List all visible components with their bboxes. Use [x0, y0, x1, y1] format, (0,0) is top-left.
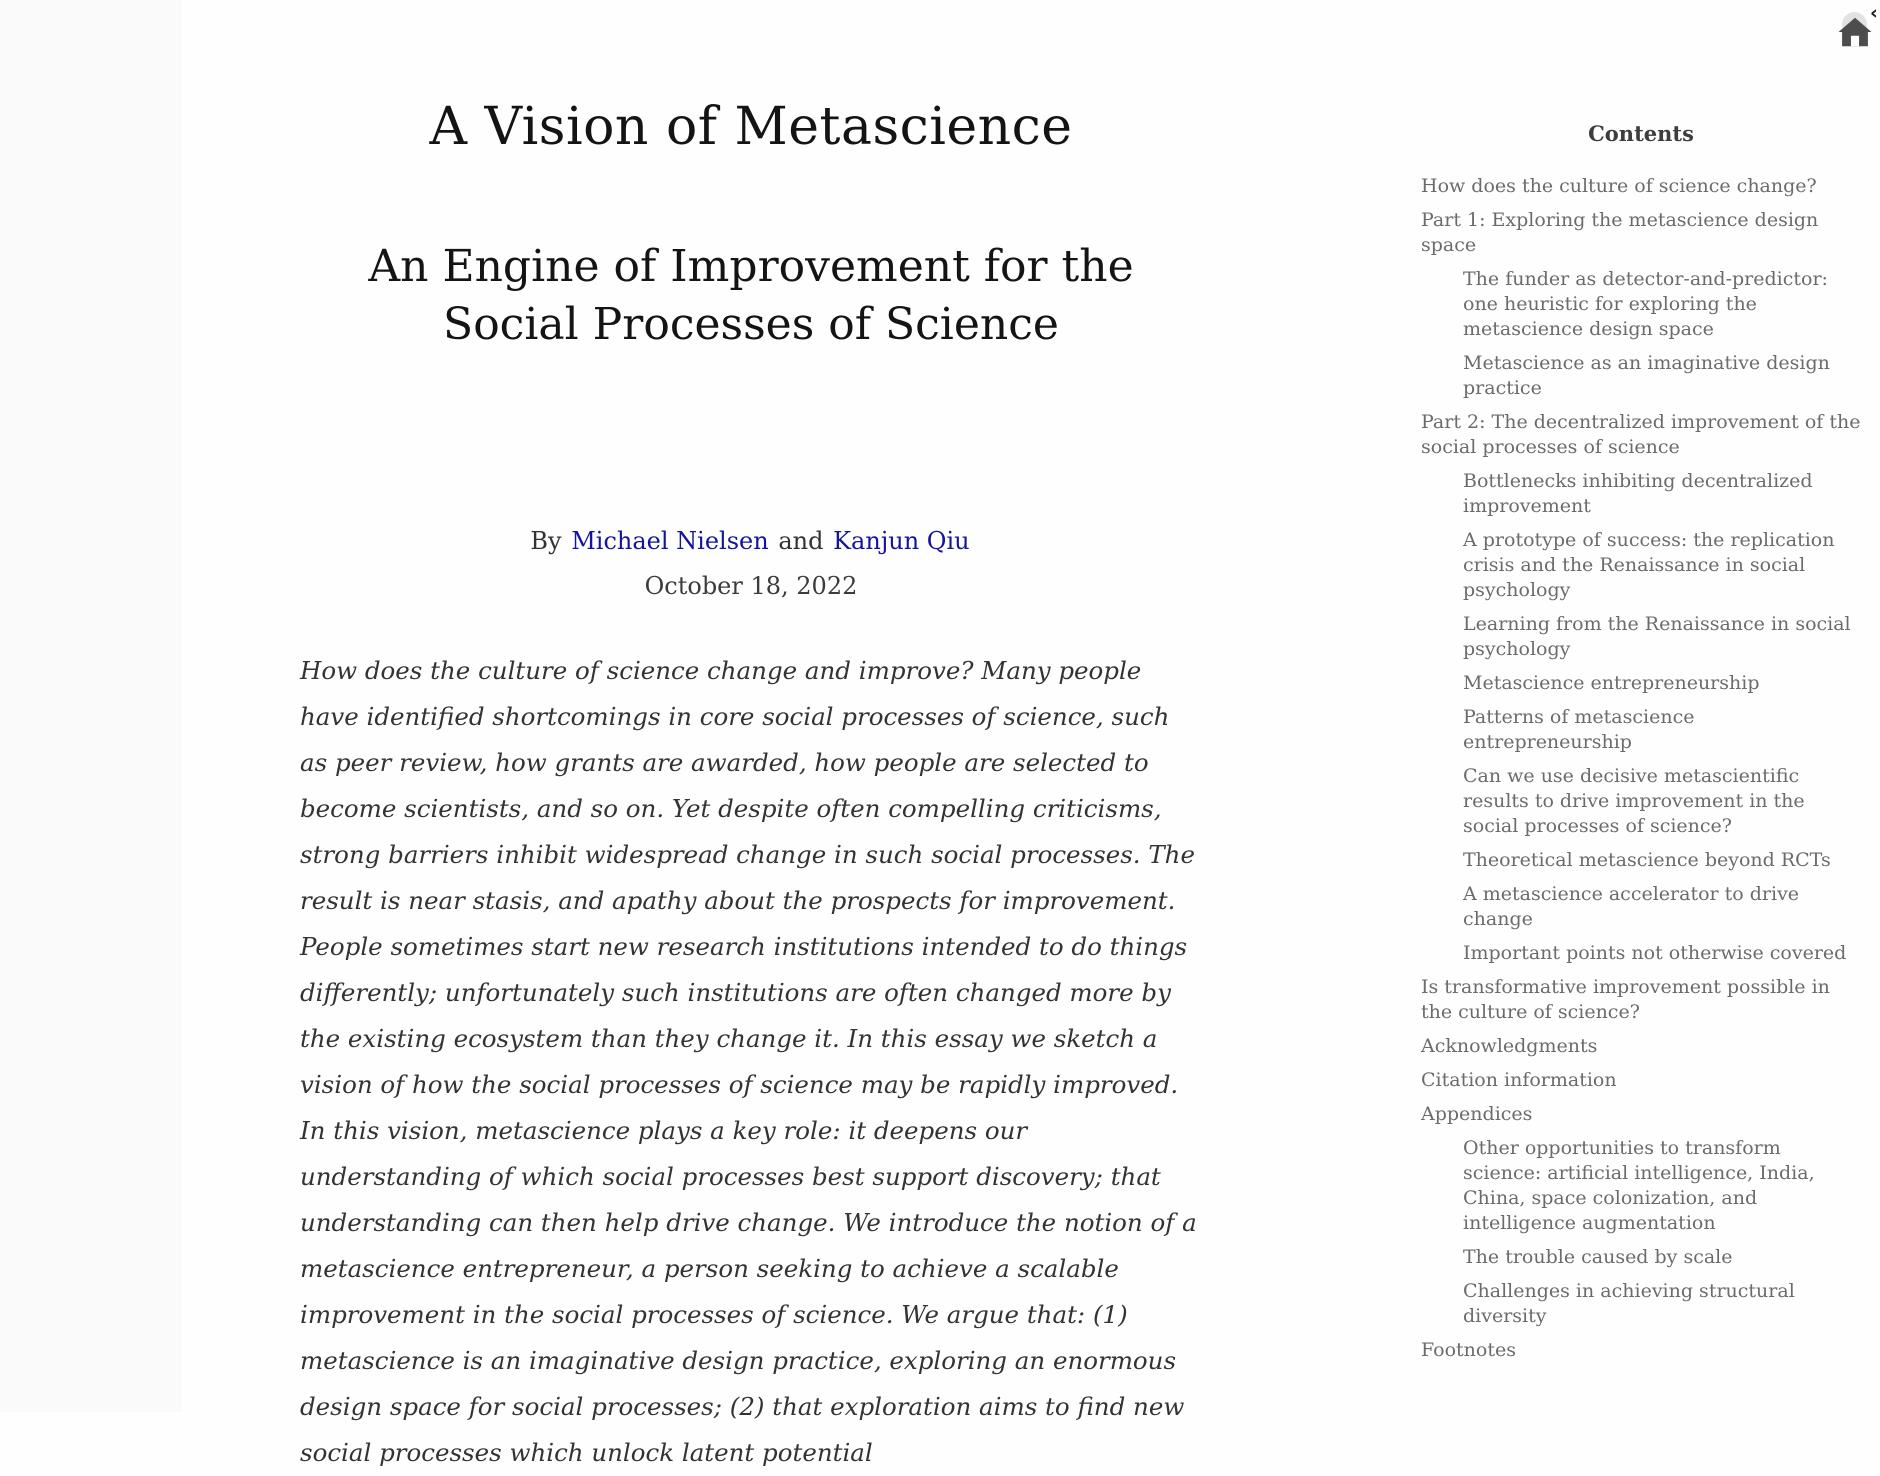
home-button[interactable]	[1832, 4, 1880, 56]
toc-item[interactable]: Metascience as an imaginative design practice	[1463, 352, 1830, 399]
home-icon	[1837, 14, 1873, 50]
author-link-kanjun-qiu[interactable]: Kanjun Qiu	[833, 527, 970, 555]
toc-item[interactable]: Patterns of metascience entrepreneurship	[1463, 706, 1695, 753]
toc-item[interactable]: Challenges in achieving structural diversity	[1463, 1280, 1795, 1327]
publication-date: October 18, 2022	[644, 572, 858, 600]
toc-item[interactable]: The trouble caused by scale	[1463, 1246, 1733, 1268]
toc-item[interactable]: Other opportunities to transform science: artificial intelligence, India, China, space colonization, and intelligence augmentation	[1463, 1137, 1815, 1234]
toc-item[interactable]: Acknowledgments	[1421, 1035, 1598, 1057]
toc-item[interactable]: A prototype of success: the replication crisis and the Renaissance in social psychology	[1463, 529, 1835, 601]
article	[300, 0, 1202, 1476]
toc-item[interactable]: Is transformative improvement possible in the culture of science?	[1421, 976, 1830, 1023]
chevron-left-icon[interactable]: ‹	[1870, 2, 1878, 24]
toc-list	[1421, 174, 1861, 1363]
table-of-contents	[1421, 122, 1861, 1372]
contents-heading: Contents	[1588, 121, 1694, 146]
toc-item[interactable]: Learning from the Renaissance in social psychology	[1463, 613, 1851, 660]
page-title: A Vision of Metascience	[429, 97, 1073, 157]
toc-item[interactable]: How does the culture of science change?	[1421, 175, 1817, 197]
toc-item[interactable]: Bottlenecks inhibiting decentralized improvement	[1463, 470, 1813, 517]
left-margin-strip	[0, 0, 182, 1412]
toc-item[interactable]: Metascience entrepreneurship	[1463, 672, 1760, 694]
toc-item[interactable]: Can we use decisive metascientific results to drive improvement in the social processes of science?	[1463, 765, 1805, 837]
toc-item[interactable]: Important points not otherwise covered	[1463, 942, 1847, 964]
toc-item[interactable]: Appendices	[1421, 1103, 1533, 1125]
byline	[300, 526, 1202, 556]
toc-item[interactable]: The funder as detector-and-predictor: one heuristic for exploring the metascience design space	[1463, 268, 1828, 340]
toc-item[interactable]: Part 1: Exploring the metascience design space	[1421, 209, 1819, 256]
toc-item[interactable]: Theoretical metascience beyond RCTs	[1463, 849, 1831, 871]
byline-conjunction: and	[778, 527, 824, 555]
toc-item[interactable]: A metascience accelerator to drive change	[1463, 883, 1800, 930]
author-link-michael-nielsen[interactable]: Michael Nielsen	[571, 527, 769, 555]
toc-item[interactable]: Footnotes	[1421, 1339, 1516, 1361]
abstract-paragraph: How does the culture of science change and improve? Many people have identified shortcomings in core social processes of science, such as peer review, how grants are awarded, how people are selected to become scientists, and so on. Yet despite often compelling criticisms, strong barriers inhibit widespread change in such social processes. The result is near stasis, and apathy about the prospects for improvement. People sometimes start new research institutions intended to do things differently; unfortunately such institutions are often changed more by the existing ecosystem than they change it. In this essay we sketch a vision of how the social processes of science may be rapidly improved. In this vision, metascience plays a key role: it deepens our understanding of which social processes best support discovery; that understanding can then help drive change. We introduce the notion of a metascience entrepreneur, a person seeking to achieve a scalable improvement in the social processes of science. We argue that: (1) metascience is an imaginative design practice, exploring an enormous design space for social processes; (2) that exploration aims to find new social processes which unlock latent potential	[300, 656, 1197, 1467]
page-subtitle: An Engine of Improvement for the Social Processes of Science	[368, 241, 1134, 350]
toc-item[interactable]: Part 2: The decentralized improvement of the social processes of science	[1421, 411, 1861, 458]
byline-prefix: By	[530, 527, 562, 555]
toc-item[interactable]: Citation information	[1421, 1069, 1617, 1091]
